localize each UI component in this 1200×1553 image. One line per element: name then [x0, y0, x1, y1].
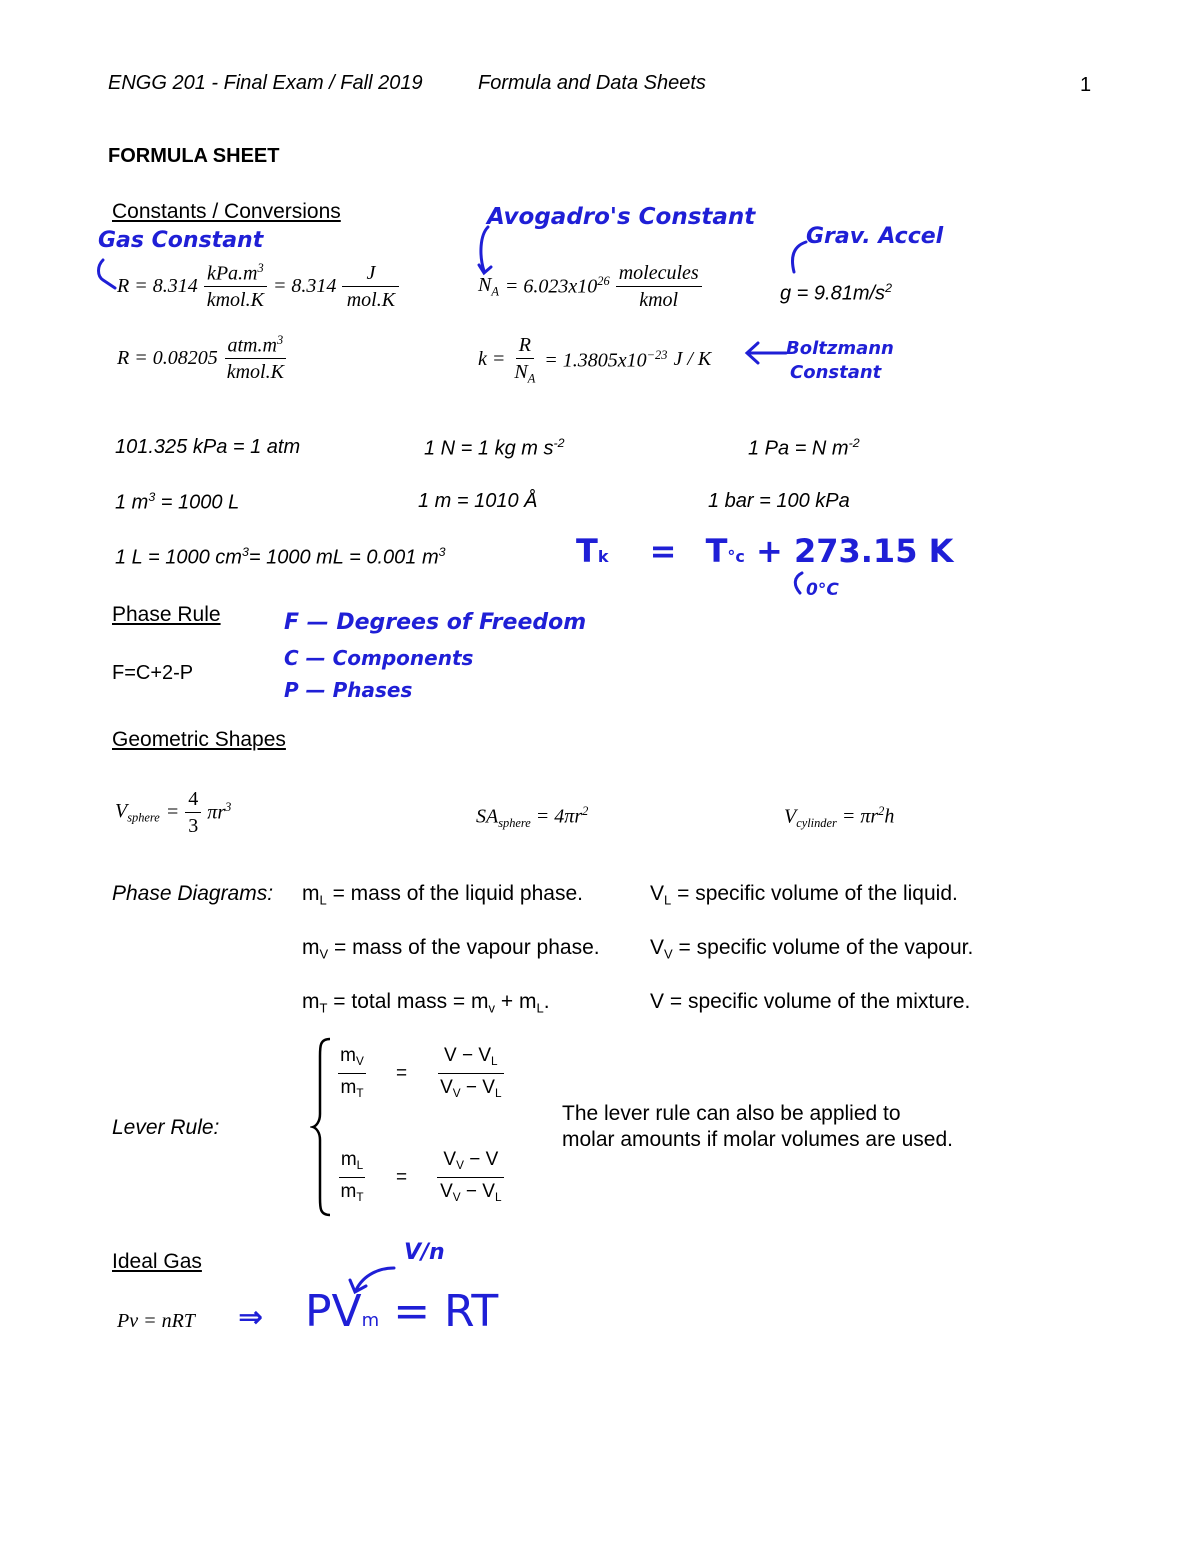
- conversion-litre: 1 L = 1000 $cm^3= 1000$ mL = 0.001 $m^3$: [115, 545, 446, 569]
- fraction-joule: $\frac{J}{\text{mol.K}}$: [342, 262, 399, 311]
- annotation-zero-c: 0°C: [806, 580, 839, 600]
- fraction-ml-mt: $\frac{m_L}{m_T}$: [340, 1149, 364, 1205]
- def-volume-mixture: V = specific volume of the mixture.: [650, 990, 971, 1013]
- annotation-gas-constant: Gas Constant: [98, 228, 264, 253]
- section-phase-rule: Phase Rule: [112, 603, 221, 626]
- fraction-atm: $\frac{atm.m^3}{\text{kmol.K}}$: [224, 334, 287, 383]
- fraction-kpa: $\frac{kPa.m^3}{\text{kmol.K}}$: [204, 262, 267, 311]
- annotation-molar-ideal-gas: PVm = RT: [305, 1286, 499, 1337]
- lever-rule-label: Lever Rule:: [112, 1116, 220, 1139]
- grav-accel-arrow-icon: [786, 238, 810, 278]
- lever-rule-eq-1: $\frac{m_V}{m_T}$ = $\frac{V - V_L}{V_V - V_L}$: [334, 1046, 505, 1101]
- conversion-angstrom: 1 m = 1010 Å: [418, 490, 538, 512]
- sphere-area-formula: $SA_{sphere} = 4\pi r^2$: [476, 804, 589, 830]
- annotation-components: C — Components: [284, 646, 474, 670]
- annotation-avogadro: Avogadro's Constant: [487, 204, 756, 230]
- cylinder-volume-formula: $V_{cylinder} = \pi r^2h$: [784, 804, 895, 830]
- annotation-degrees-of-freedom: F — Degrees of Freedom: [284, 610, 587, 635]
- fraction-lever-2: $\frac{V_V - V}{V_V - V_L}$: [437, 1150, 504, 1205]
- fraction-mv-mt: $\frac{m_V}{m_T}$: [340, 1045, 364, 1101]
- annotation-grav-accel: Grav. Accel: [806, 224, 944, 249]
- lever-rule-note-1: The lever rule can also be applied to: [562, 1102, 901, 1125]
- page-title: FORMULA SHEET: [108, 145, 280, 167]
- annotation-implies-arrow: ⇒: [238, 1300, 264, 1335]
- fraction-lever-1: $\frac{V - V_L}{V_V - V_L}$: [437, 1046, 504, 1101]
- sphere-volume-formula: $V_{sphere}$ = $\frac{4}{3}$ $\pi r^3$: [115, 788, 232, 837]
- def-total-mass: $m_T$ = total mass = $m_v + m_L$.: [302, 990, 550, 1016]
- gas-constant-formula-1: R = 8.314 $\frac{kPa.m^3}{\text{kmol.K}}$ = 8.314 $\frac{J}{\text{mol.K}}$: [117, 262, 399, 311]
- boltzmann-arrow-icon: [744, 340, 788, 366]
- fraction-molecules: $\frac{\text{molecules}}{\text{kmol}}$: [616, 262, 702, 311]
- conversion-pascal: 1 Pa = N $m^{-2}$: [748, 436, 860, 460]
- gas-constant-bracket-icon: [95, 258, 119, 298]
- phase-rule-formula: F=C+2-P: [112, 662, 194, 684]
- lever-rule-eq-2: $\frac{m_L}{m_T}$ = $\frac{V_V - V}{V_V - V_L}$: [334, 1150, 505, 1205]
- def-mass-vapour: $m_V$ = mass of the vapour phase.: [302, 936, 600, 962]
- vn-arrow-icon: [346, 1262, 398, 1296]
- annotation-boltzmann-2: Constant: [790, 362, 882, 383]
- ideal-gas-formula: Pv = nRT: [117, 1310, 195, 1332]
- boltzmann-formula: k = $\frac{R}{N_A}$ = $1.3805x10^{-23}$ J / K: [478, 334, 712, 386]
- page-number: 1: [1080, 74, 1092, 96]
- section-geometric: Geometric Shapes: [112, 728, 286, 751]
- annotation-temperature: Tk = T°c + 273.15 K: [576, 532, 954, 570]
- conversion-cubic-meter: 1 $m^3 = 1000$ L: [115, 490, 240, 514]
- section-constants: Constants / Conversions: [112, 200, 341, 223]
- avogadro-arrow-icon: [476, 225, 498, 277]
- fraction-four-thirds: $\frac{4}{3}$: [185, 788, 201, 837]
- lever-rule-note-2: molar amounts if molar volumes are used.: [562, 1128, 953, 1151]
- header-subtitle: Formula and Data Sheets: [478, 72, 706, 94]
- gravity-formula: $g = 9.81m/s^2$: [780, 281, 892, 305]
- conversion-atm: 101.325 kPa = 1 atm: [115, 436, 301, 458]
- fraction-r-na: $\frac{R}{N_A}$: [514, 334, 536, 386]
- zero-c-bracket-icon: [790, 571, 806, 597]
- gas-constant-formula-2: R = 0.08205 $\frac{atm.m^3}{\text{kmol.K}}$: [117, 334, 287, 383]
- avogadro-formula: $N_A$ = $6.023x10^{26}$ $\frac{\text{molecules}}{\text{kmol}}$: [478, 262, 702, 311]
- annotation-vn: V/n: [404, 1240, 445, 1265]
- annotation-phases: P — Phases: [284, 678, 413, 702]
- lever-rule-brace-icon: [310, 1036, 334, 1218]
- section-ideal-gas: Ideal Gas: [112, 1250, 202, 1273]
- header-course: ENGG 201 - Final Exam / Fall 2019: [108, 72, 423, 94]
- def-mass-liquid: $m_L$ = mass of the liquid phase.: [302, 882, 583, 908]
- conversion-newton: 1 N = 1 kg m $s^{-2}$: [424, 436, 565, 460]
- def-volume-liquid: $V_L$ = specific volume of the liquid.: [650, 882, 958, 908]
- def-volume-vapour: $V_V$ = specific volume of the vapour.: [650, 936, 974, 962]
- phase-diagrams-label: Phase Diagrams:: [112, 882, 274, 905]
- conversion-bar: 1 bar = 100 kPa: [708, 490, 850, 512]
- annotation-boltzmann-1: Boltzmann: [786, 338, 894, 359]
